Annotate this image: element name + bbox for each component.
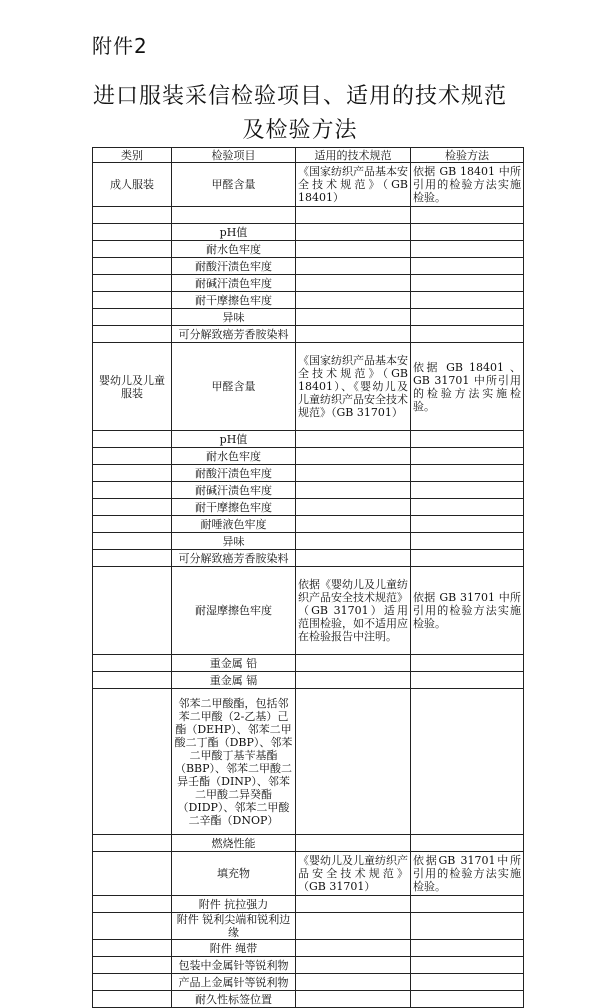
method-cell xyxy=(411,689,524,835)
table-row xyxy=(93,431,524,448)
method-cell xyxy=(411,516,524,533)
table-row xyxy=(93,550,524,567)
table-row xyxy=(93,224,524,241)
item-cell: 可分解致癌芳香胺染料 xyxy=(172,550,296,567)
category-cell xyxy=(93,533,172,550)
category-cell xyxy=(93,655,172,672)
item-cell: 燃烧性能 xyxy=(172,835,296,852)
table-row xyxy=(93,896,524,913)
category-cell xyxy=(93,672,172,689)
table-row xyxy=(93,655,524,672)
spec-cell xyxy=(296,896,411,913)
table-row xyxy=(93,567,524,655)
table-row xyxy=(93,482,524,499)
method-cell xyxy=(411,292,524,309)
spec-cell xyxy=(296,913,411,940)
category-cell xyxy=(93,258,172,275)
method-cell xyxy=(411,533,524,550)
table-row xyxy=(93,499,524,516)
item-cell: pH值 xyxy=(172,431,296,448)
spec-cell xyxy=(296,224,411,241)
method-cell: 依据 GB 18401 中所引用的检验方法实施检验。 xyxy=(411,163,524,207)
item-cell: 重金属 铅 xyxy=(172,655,296,672)
spec-cell xyxy=(296,533,411,550)
item-cell: 耐水色牢度 xyxy=(172,241,296,258)
item-cell: 耐湿摩擦色牢度 xyxy=(172,567,296,655)
table-row xyxy=(93,852,524,896)
item-cell: 耐酸汗渍色牢度 xyxy=(172,258,296,275)
spec-cell xyxy=(296,655,411,672)
method-cell xyxy=(411,482,524,499)
item-cell: 产品上金属针等锐利物 xyxy=(172,974,296,991)
table-row xyxy=(93,672,524,689)
item-cell xyxy=(172,207,296,224)
method-cell xyxy=(411,465,524,482)
spec-cell xyxy=(296,835,411,852)
item-cell: 包装中金属针等锐利物 xyxy=(172,957,296,974)
category-cell xyxy=(93,567,172,655)
item-cell: pH值 xyxy=(172,224,296,241)
table-row xyxy=(93,309,524,326)
method-cell xyxy=(411,550,524,567)
category-cell xyxy=(93,292,172,309)
category-cell: 成人服装 xyxy=(93,163,172,207)
category-cell xyxy=(93,896,172,913)
item-cell: 耐久性标签位置 xyxy=(172,991,296,1008)
category-cell xyxy=(93,224,172,241)
item-cell: 耐酸汗渍色牢度 xyxy=(172,465,296,482)
method-cell xyxy=(411,896,524,913)
document-title xyxy=(0,80,600,148)
spec-cell xyxy=(296,292,411,309)
table-row xyxy=(93,207,524,224)
header-spec: 适用的技术规范 xyxy=(296,148,411,163)
item-cell: 附件 抗拉强力 xyxy=(172,896,296,913)
spec-cell xyxy=(296,275,411,292)
category-cell xyxy=(93,835,172,852)
category-cell xyxy=(93,940,172,957)
item-cell: 耐干摩擦色牢度 xyxy=(172,292,296,309)
header-category: 类别 xyxy=(93,148,172,163)
category-cell xyxy=(93,275,172,292)
category-cell xyxy=(93,913,172,940)
spec-cell xyxy=(296,550,411,567)
item-cell: 耐干摩擦色牢度 xyxy=(172,499,296,516)
category-cell xyxy=(93,991,172,1008)
spec-cell xyxy=(296,309,411,326)
spec-cell xyxy=(296,689,411,835)
method-cell xyxy=(411,207,524,224)
category-cell xyxy=(93,482,172,499)
spec-cell xyxy=(296,326,411,343)
spec-cell xyxy=(296,516,411,533)
spec-cell xyxy=(296,940,411,957)
spec-cell xyxy=(296,431,411,448)
category-cell xyxy=(93,326,172,343)
method-cell xyxy=(411,957,524,974)
method-cell xyxy=(411,974,524,991)
title-line-2: 及检验方法 xyxy=(242,118,358,143)
category-cell xyxy=(93,431,172,448)
spec-cell xyxy=(296,465,411,482)
method-cell xyxy=(411,241,524,258)
method-cell xyxy=(411,309,524,326)
header-item: 检验项目 xyxy=(172,148,296,163)
spec-cell xyxy=(296,241,411,258)
table-row xyxy=(93,991,524,1008)
table-row xyxy=(93,448,524,465)
table-row xyxy=(93,533,524,550)
item-cell: 附件 绳带 xyxy=(172,940,296,957)
table-row xyxy=(93,163,524,207)
category-cell xyxy=(93,550,172,567)
category-cell xyxy=(93,465,172,482)
inspection-table xyxy=(92,147,524,1008)
category-cell xyxy=(93,957,172,974)
table-row xyxy=(93,913,524,940)
category-cell xyxy=(93,974,172,991)
spec-cell xyxy=(296,207,411,224)
table-row xyxy=(93,326,524,343)
category-cell xyxy=(93,852,172,896)
spec-cell xyxy=(296,448,411,465)
method-cell: 依据 GB 31701 中所引用的检验方法实施检验。 xyxy=(411,567,524,655)
table-row xyxy=(93,258,524,275)
category-cell xyxy=(93,499,172,516)
method-cell xyxy=(411,913,524,940)
table-row xyxy=(93,465,524,482)
table-row xyxy=(93,689,524,835)
table-body xyxy=(93,163,524,1008)
table-row xyxy=(93,292,524,309)
spec-cell xyxy=(296,482,411,499)
category-cell xyxy=(93,309,172,326)
spec-cell xyxy=(296,499,411,516)
method-cell xyxy=(411,448,524,465)
method-cell xyxy=(411,224,524,241)
method-cell xyxy=(411,326,524,343)
category-cell xyxy=(93,689,172,835)
method-cell xyxy=(411,991,524,1008)
item-cell: 耐水色牢度 xyxy=(172,448,296,465)
title-line-1: 进口服装采信检验项目、适用的技术规范 xyxy=(92,84,507,109)
method-cell: 依据GB 31701中所引用的检验方法实施检验。 xyxy=(411,852,524,896)
category-cell xyxy=(93,207,172,224)
table-row xyxy=(93,516,524,533)
method-cell xyxy=(411,431,524,448)
item-cell: 耐唾液色牢度 xyxy=(172,516,296,533)
table-row xyxy=(93,241,524,258)
method-cell xyxy=(411,499,524,516)
item-cell: 可分解致癌芳香胺染料 xyxy=(172,326,296,343)
spec-cell xyxy=(296,672,411,689)
category-cell xyxy=(93,516,172,533)
item-cell: 甲醛含量 xyxy=(172,343,296,431)
item-cell: 异味 xyxy=(172,533,296,550)
spec-cell xyxy=(296,991,411,1008)
table-row xyxy=(93,974,524,991)
attachment-label: 附件2 xyxy=(92,34,148,58)
spec-cell: 《国家纺织产品基本安全技术规范》（GB 18401） xyxy=(296,163,411,207)
method-cell xyxy=(411,655,524,672)
table-row xyxy=(93,835,524,852)
item-cell: 附件 锐利尖端和锐利边缘 xyxy=(172,913,296,940)
spec-cell: 依据《婴幼儿及儿童纺织产品安全技术规范》（GB 31701）适用范围检验，如不适用应在检验报告中注明。 xyxy=(296,567,411,655)
item-cell: 填充物 xyxy=(172,852,296,896)
table-row xyxy=(93,940,524,957)
category-cell xyxy=(93,448,172,465)
item-cell: 甲醛含量 xyxy=(172,163,296,207)
item-cell: 耐碱汗渍色牢度 xyxy=(172,482,296,499)
method-cell xyxy=(411,940,524,957)
item-cell: 异味 xyxy=(172,309,296,326)
item-cell: 耐碱汗渍色牢度 xyxy=(172,275,296,292)
method-cell xyxy=(411,672,524,689)
table-row xyxy=(93,343,524,431)
spec-cell: 《婴幼儿及儿童纺织产品安全技术规范》（GB 31701） xyxy=(296,852,411,896)
spec-cell xyxy=(296,258,411,275)
method-cell: 依据 GB 18401 、GB 31701 中所引用的检验方法实施检验。 xyxy=(411,343,524,431)
category-cell xyxy=(93,241,172,258)
item-cell: 邻苯二甲酸酯，包括邻苯二甲酸（2-乙基）己酯（DEHP）、邻苯二甲酸二丁酯（DBP）、邻苯二甲酸丁基苄基酯（BBP）、邻苯二甲酸二异壬酯（DINP）、邻苯二甲酸二异癸酯（DIDP）、邻苯二甲酸二辛酯（DNOP） xyxy=(172,689,296,835)
header-method: 检验方法 xyxy=(411,148,524,163)
item-cell: 重金属 镉 xyxy=(172,672,296,689)
spec-cell: 《国家纺织产品基本安全技术规范》（GB 18401）、《婴幼儿及儿童纺织产品安全技术规范》（GB 31701） xyxy=(296,343,411,431)
table-row xyxy=(93,275,524,292)
method-cell xyxy=(411,835,524,852)
spec-cell xyxy=(296,957,411,974)
category-cell: 婴幼儿及儿童服装 xyxy=(93,343,172,431)
table-row xyxy=(93,957,524,974)
method-cell xyxy=(411,258,524,275)
method-cell xyxy=(411,275,524,292)
spec-cell xyxy=(296,974,411,991)
